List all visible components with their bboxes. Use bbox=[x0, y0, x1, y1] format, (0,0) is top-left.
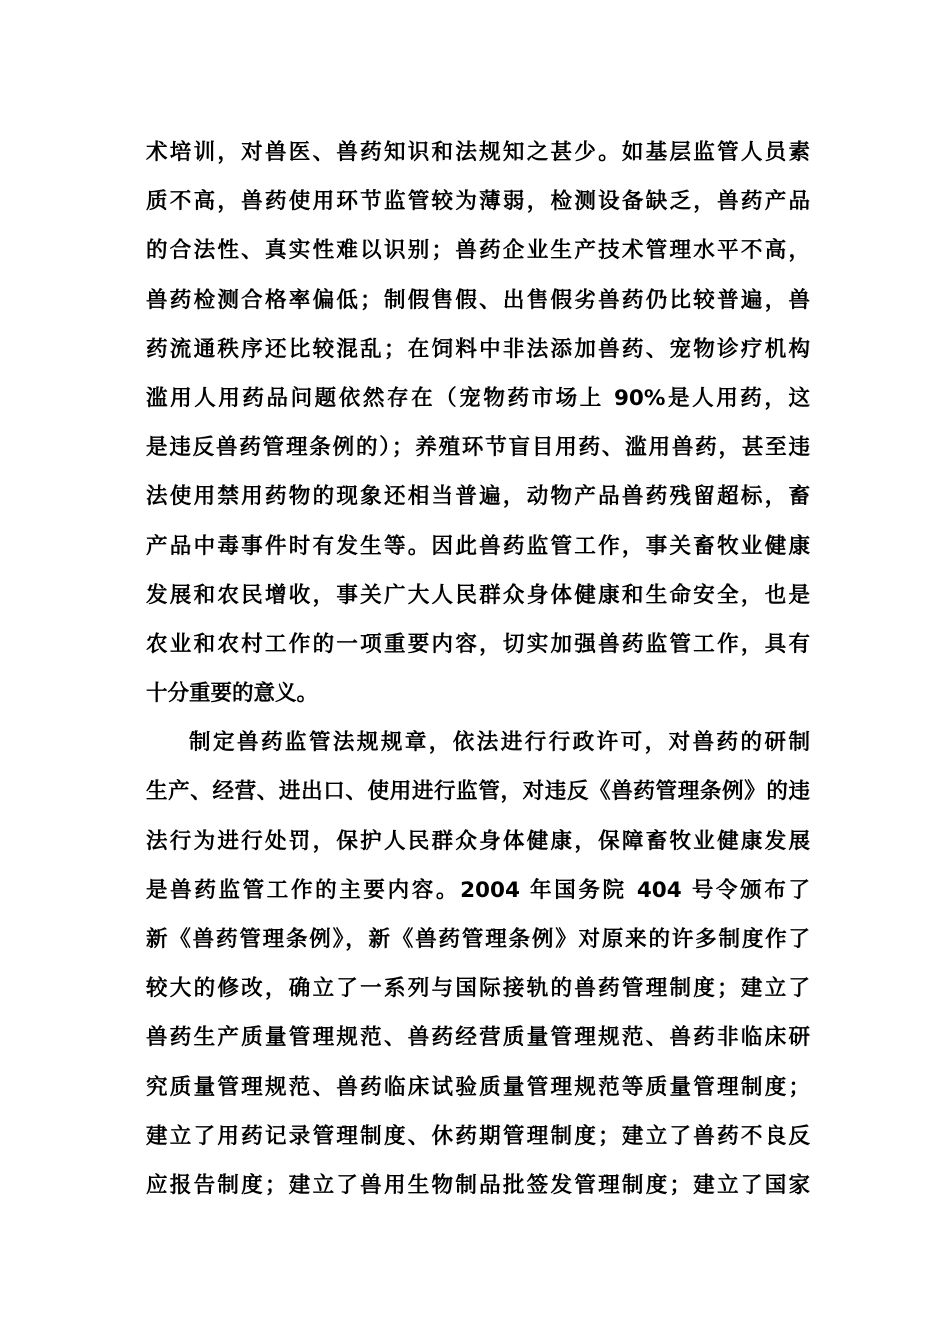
paragraph-1-line-3: 的合法性、真实性难以识别；兽药企业生产技术管理水平不高， bbox=[146, 238, 810, 264]
paragraph-1-line-2: 质不高，兽药使用环节监管较为薄弱，检测设备缺乏，兽药产品 bbox=[146, 189, 810, 215]
paragraph-2-line-1: 制定兽药监管法规规章，依法进行行政许可，对兽药的研制 bbox=[189, 730, 810, 756]
paragraph-2-line-10: 应报告制度；建立了兽用生物制品批签发管理制度；建立了国家 bbox=[146, 1172, 810, 1198]
paragraph-1-line-10: 发展和农民增收，事关广大人民群众身体健康和生命安全，也是 bbox=[146, 582, 810, 608]
paragraph-1-line-5: 药流通秩序还比较混乱；在饲料中非法添加兽药、宠物诊疗机构 bbox=[146, 336, 810, 362]
body-text bbox=[146, 128, 810, 1210]
paragraph-1-line-7: 是违反兽药管理条例的）；养殖环节盲目用药、滥用兽药，甚至违 bbox=[146, 435, 810, 461]
paragraph-1-line-1: 术培训，对兽医、兽药知识和法规知之甚少。如基层监管人员素 bbox=[146, 140, 810, 165]
paragraph-2-line-3: 法行为进行处罚，保护人民群众身体健康，保障畜牧业健康发展 bbox=[146, 828, 810, 854]
paragraph-2-line-2: 生产、经营、进出口、使用进行监管，对违反《兽药管理条例》的违 bbox=[146, 779, 810, 805]
paragraph-2-line-5: 新《兽药管理条例》，新《兽药管理条例》对原来的许多制度作了 bbox=[146, 927, 810, 952]
paragraph-2-line-6: 较大的修改，确立了一系列与国际接轨的兽药管理制度；建立了 bbox=[146, 976, 810, 1002]
paragraph-1-line-4: 兽药检测合格率偏低；制假售假、出售假劣兽药仍比较普遍，兽 bbox=[146, 287, 810, 313]
paragraph-2-line-7: 兽药生产质量管理规范、兽药经营质量管理规范、兽药非临床研 bbox=[146, 1025, 810, 1051]
paragraph-1-line-11: 农业和农村工作的一项重要内容，切实加强兽药监管工作，具有 bbox=[146, 631, 810, 657]
paragraph-1-line-9: 产品中毒事件时有发生等。因此兽药监管工作，事关畜牧业健康 bbox=[146, 533, 810, 559]
paragraph-1-line-6: 滥用人用药品问题依然存在（宠物药市场上 90%是人用药，这 bbox=[146, 385, 810, 411]
paragraph-1-line-12: 十分重要的意义。 bbox=[146, 681, 319, 707]
paragraph-2-line-9: 建立了用药记录管理制度、休药期管理制度；建立了兽药不良反 bbox=[146, 1123, 810, 1149]
paragraph-1-line-8: 法使用禁用药物的现象还相当普遍，动物产品兽药残留超标，畜 bbox=[146, 484, 810, 510]
paragraph-2-line-8: 究质量管理规范、兽药临床试验质量管理规范等质量管理制度； bbox=[146, 1074, 810, 1100]
paragraph-2-line-4: 是兽药监管工作的主要内容。2004 年国务院 404 号令颁布了 bbox=[146, 877, 810, 903]
